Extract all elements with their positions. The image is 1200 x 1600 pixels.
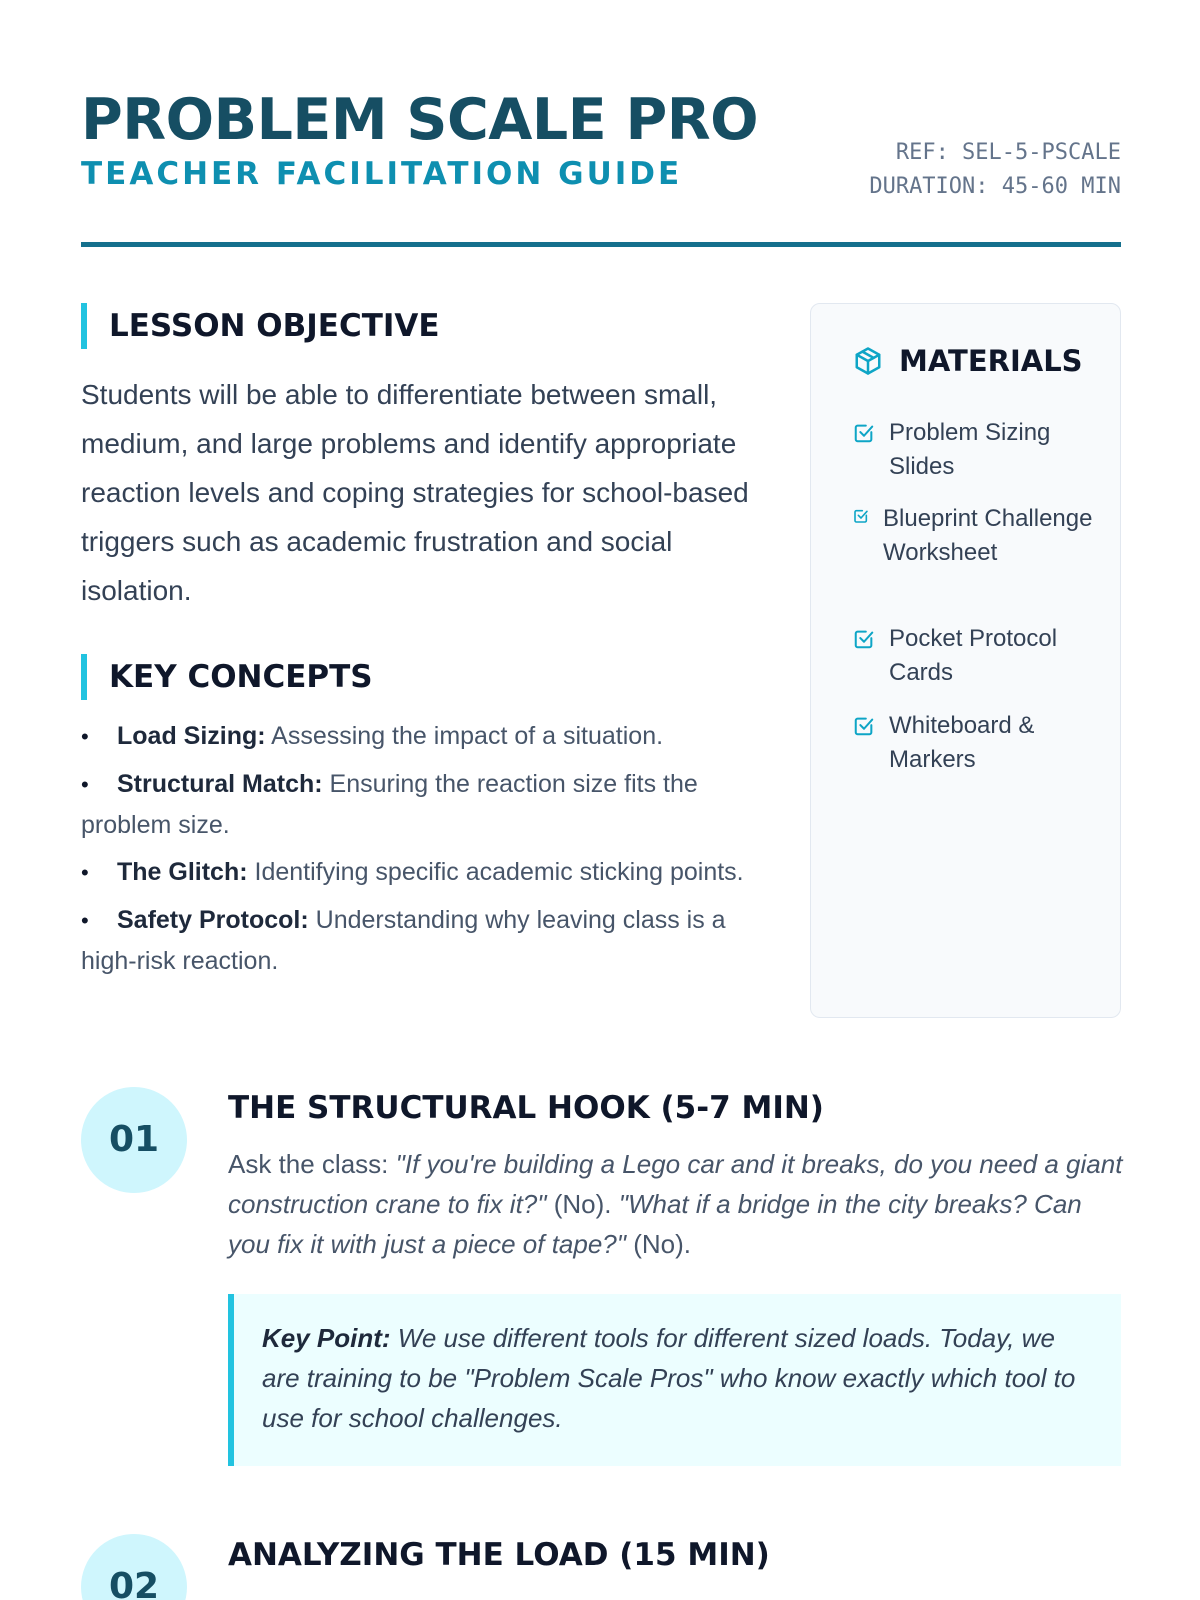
bullet-icon: • [81,724,89,749]
list-item [81,716,771,757]
checkbox-checked-icon [853,422,875,444]
material-label: Blueprint Challenge Worksheet [883,505,1093,566]
reference-code: REF: SEL-5-PSCALE [895,140,1121,165]
checkbox-checked-icon [853,715,875,737]
reference-block [869,136,1121,204]
step-title: ANALYZING THE LOAD (15 MIN) [228,1537,770,1573]
concept-desc: Identifying specific academic sticking points. [247,858,744,886]
materials-header [853,344,1083,378]
list-item [853,709,1093,777]
bullet-icon: • [81,772,89,797]
step-quote: "What if a bridge in the city breaks? Can you fix it with just a piece of tape?" [228,1189,1082,1259]
material-label: Whiteboard & Markers [889,712,1035,773]
key-point-label: Key Point: [262,1323,391,1353]
checkbox-checked-icon [853,628,875,650]
step-quote: "If you're building a Lego car and it breaks, do you need a giant construction crane to fix it?" [228,1149,1123,1219]
list-item [81,764,771,845]
concept-term: Load Sizing: [117,722,266,750]
list-item [853,502,1093,570]
list-item [81,852,771,893]
step-answer: (No). [626,1229,691,1259]
step-intro: Ask the class: [228,1149,396,1179]
concept-desc: Assessing the impact of a situation. [265,722,664,750]
key-point-callout [228,1294,1121,1466]
concept-desc: Understanding why leaving class is a high-risk reaction. [81,906,726,975]
objective-text: Students will be able to differentiate between small, medium, and large problems and identify appropriate reaction levels and coping strategies for school-based triggers such as academic frustration and social isolation. [81,379,749,606]
list-item [853,416,1093,484]
list-item [81,900,771,981]
list-item [853,622,1093,690]
step-number-badge: 02 [81,1534,187,1600]
concept-term: Structural Match: [117,770,323,798]
package-icon [853,346,883,376]
concept-term: Safety Protocol: [117,906,309,934]
material-label: Problem Sizing Slides [889,419,1051,480]
header-divider [81,242,1121,247]
objective-heading: LESSON OBJECTIVE [81,303,440,349]
key-point-text: We use different tools for different sized loads. Today, we are training to be "Problem Scale Pros" who know exactly which tool to use for school challenges. [262,1323,1076,1433]
page-subtitle: TEACHER FACILITATION GUIDE [81,156,683,192]
step-answer: (No). [546,1189,619,1219]
material-label: Pocket Protocol Cards [889,625,1058,686]
bullet-icon: • [81,860,89,885]
concepts-list [81,716,771,988]
step-title: THE STRUCTURAL HOOK (5-7 MIN) [228,1090,824,1126]
duration: DURATION: 45-60 MIN [869,174,1121,199]
step-number-badge: 01 [81,1087,187,1193]
page-title: PROBLEM SCALE PRO [81,87,759,153]
page-header [81,88,1121,248]
checkbox-checked-icon [853,508,869,524]
concept-desc: Ensuring the reaction size fits the problem size. [81,770,698,839]
concept-term: The Glitch: [117,858,248,886]
bullet-icon: • [81,908,89,933]
materials-card [810,303,1121,1018]
concepts-heading: KEY CONCEPTS [81,654,373,700]
materials-heading: MATERIALS [899,344,1083,378]
step-body [228,1144,1128,1264]
